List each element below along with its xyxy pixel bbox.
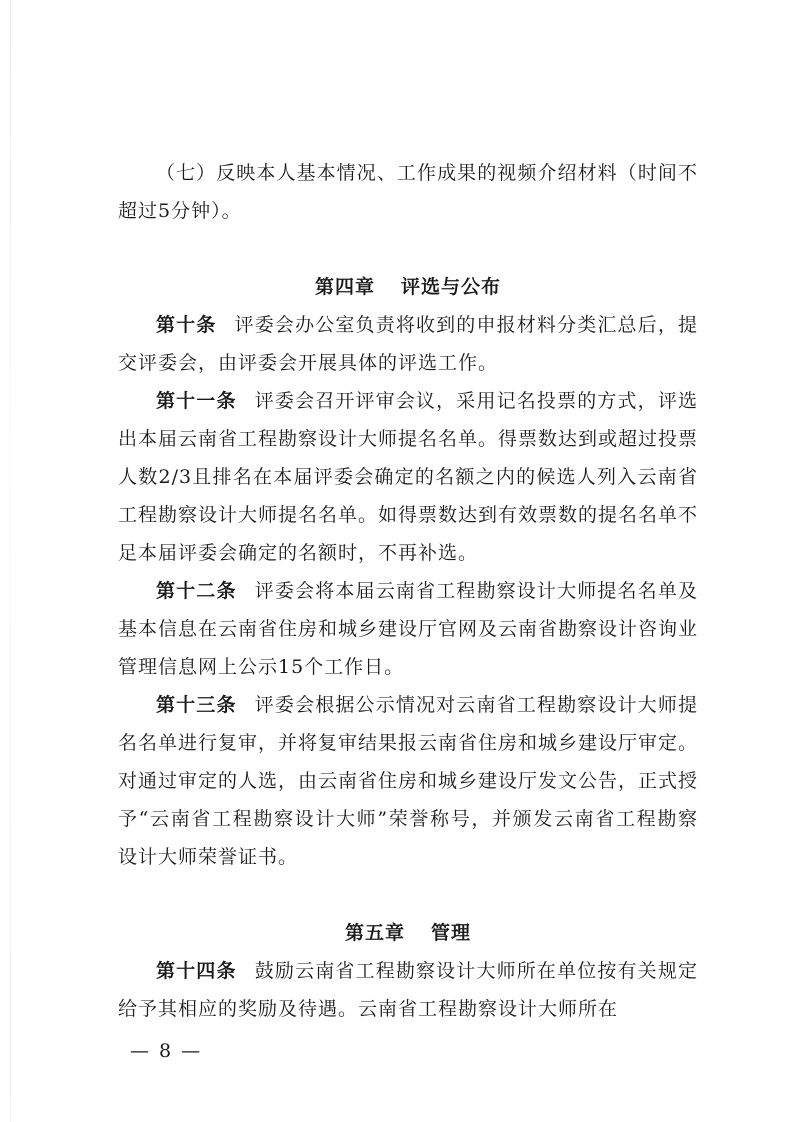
paragraph-item-7 [118,154,698,230]
article-14-text: 鼓励云南省工程勘察设计大师所在单位按有关规定给予其相应的奖励及待遇。云南省工程勘察设计大师所在 [118,960,698,1020]
chapter-4-title: 评选与公布 [401,276,502,298]
article-12 [118,572,698,686]
item-7-text: （七）反映本人基本情况、工作成果的视频介绍材料（时间不超过5分钟）。 [118,162,698,222]
article-10-text: 评委会办公室负责将收到的申报材料分类汇总后，提交评委会，由评委会开展具体的评选工作。 [118,314,698,374]
article-14 [118,952,698,1028]
chapter-5-heading [118,914,698,952]
chapter-4-number: 第四章 [314,276,375,298]
article-12-text: 评委会将本届云南省工程勘察设计大师提名名单及基本信息在云南省住房和城乡建设厅官网及云南省勘察设计咨询业管理信息网上公示15个工作日。 [118,580,699,678]
article-11 [118,382,698,572]
article-13-text: 评委会根据公示情况对云南省工程勘察设计大师提名名单进行复审，并将复审结果报云南省住房和城乡建设厅审定。对通过审定的人选，由云南省住房和城乡建设厅发文公告，正式授予“云南省工程勘察设计大师”荣誉称号，并颁发云南省工程勘察设计大师荣誉证书。 [118,694,699,868]
article-11-label: 第十一条 [156,390,237,412]
page-number: — 8 — [130,1040,203,1062]
document-body [118,154,698,1028]
article-10 [118,306,698,382]
article-12-label: 第十二条 [156,580,237,602]
article-14-label: 第十四条 [156,960,237,982]
article-10-label: 第十条 [156,314,217,336]
article-13 [118,686,698,876]
chapter-4-heading [118,268,698,306]
article-11-text: 评委会召开评审会议，采用记名投票的方式，评选出本届云南省工程勘察设计大师提名名单。得票数达到或超过投票人数2/3且排名在本届评委会确定的名额之内的候选人列入云南省工程勘察设计大师提名名单。如得票数达到有效票数的提名名单不足本届评委会确定的名额时，不再补选。 [118,390,699,564]
chapter-5-title: 管理 [431,922,472,944]
article-13-label: 第十三条 [156,694,237,716]
scan-edge-decoration [10,0,11,1122]
chapter-5-number: 第五章 [344,922,405,944]
